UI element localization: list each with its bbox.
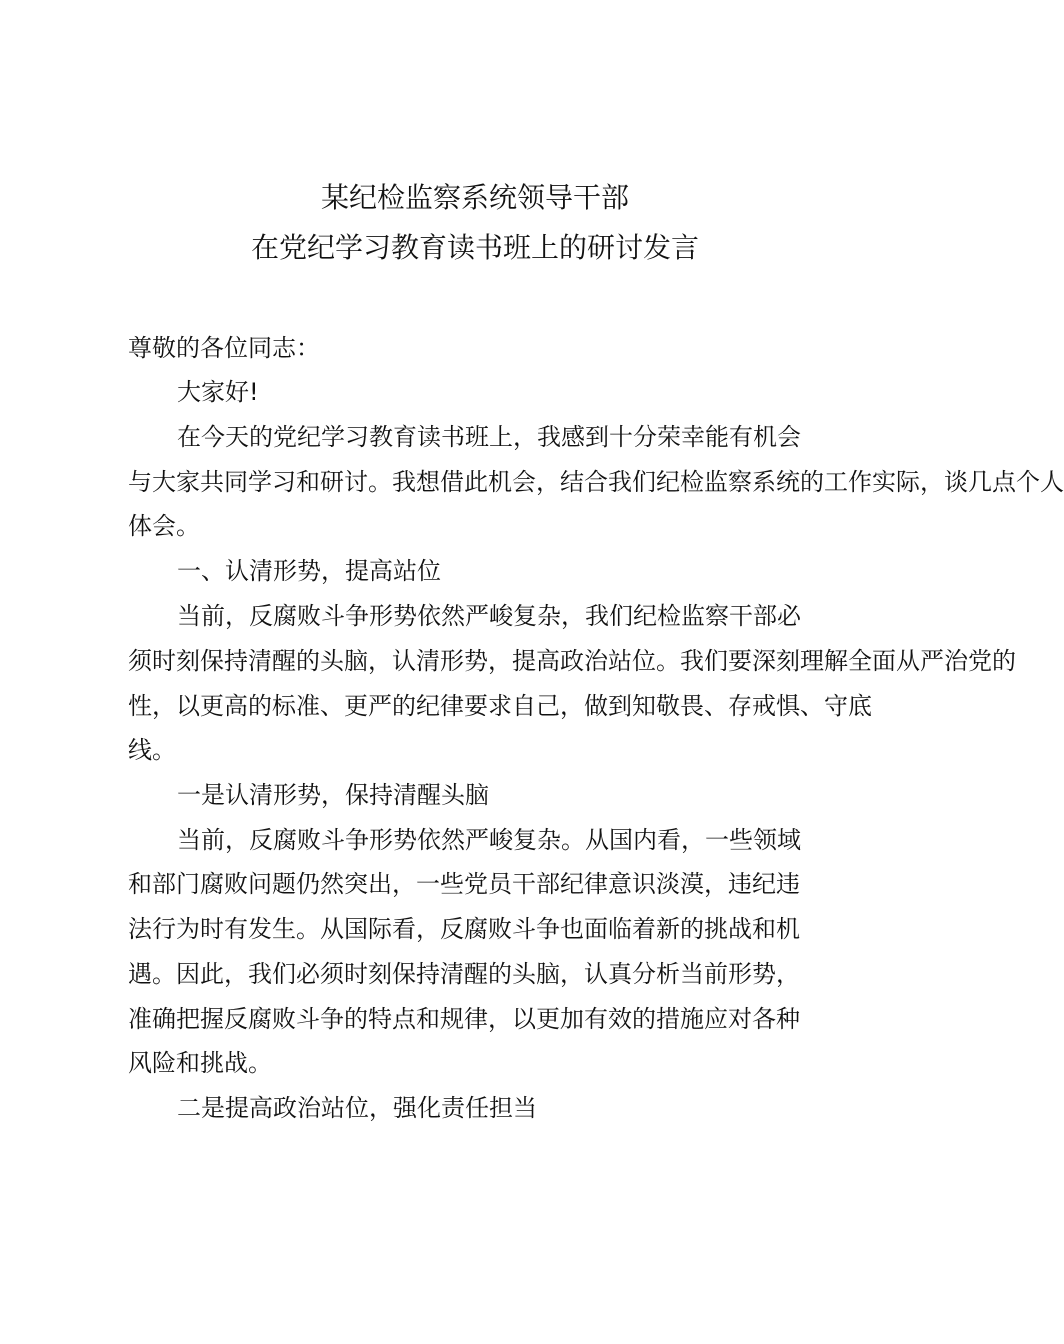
section-heading: 一、认清形势，提高站位 bbox=[177, 557, 441, 585]
paragraph-line: 和部门腐败问题仍然突出，一些党员干部纪律意识淡漠，违纪违 bbox=[128, 870, 800, 898]
greeting: 大家好! bbox=[177, 378, 259, 406]
subsection-heading: 二是提高政治站位，强化责任担当 bbox=[177, 1094, 537, 1122]
salutation: 尊敬的各位同志： bbox=[128, 334, 320, 362]
paragraph-line: 线。 bbox=[128, 736, 176, 764]
document-title-line-1: 某纪检监察系统领导干部 bbox=[320, 181, 629, 214]
paragraph-line: 当前，反腐败斗争形势依然严峻复杂。从国内看，一些领域 bbox=[177, 826, 801, 854]
paragraph-line: 风险和挑战。 bbox=[128, 1049, 272, 1077]
paragraph-line: 法行为时有发生。从国际看，反腐败斗争也面临着新的挑战和机 bbox=[128, 915, 800, 943]
paragraph-line: 准确把握反腐败斗争的特点和规律，以更加有效的措施应对各种 bbox=[128, 1005, 800, 1033]
document-title-line-2: 在党纪学习教育读书班上的研讨发言 bbox=[250, 231, 699, 264]
paragraph-line: 体会。 bbox=[128, 512, 200, 540]
paragraph-line: 遇。因此，我们必须时刻保持清醒的头脑，认真分析当前形势， bbox=[128, 960, 800, 988]
paragraph-line: 性，以更高的标准、更严的纪律要求自己，做到知敬畏、存戒惧、守底 bbox=[128, 692, 872, 720]
paragraph-line: 须时刻保持清醒的头脑，认清形势，提高政治站位。我们要深刻理解全面从严治党的 bbox=[128, 647, 1016, 675]
paragraph-line: 当前，反腐败斗争形势依然严峻复杂，我们纪检监察干部必 bbox=[177, 602, 801, 630]
subsection-heading: 一是认清形势，保持清醒头脑 bbox=[177, 781, 489, 809]
paragraph-line: 在今天的党纪学习教育读书班上，我感到十分荣幸能有机会 bbox=[177, 423, 801, 451]
paragraph-line: 与大家共同学习和研讨。我想借此机会，结合我们纪检监察系统的工作实际，谈几点个人 bbox=[128, 468, 1064, 496]
